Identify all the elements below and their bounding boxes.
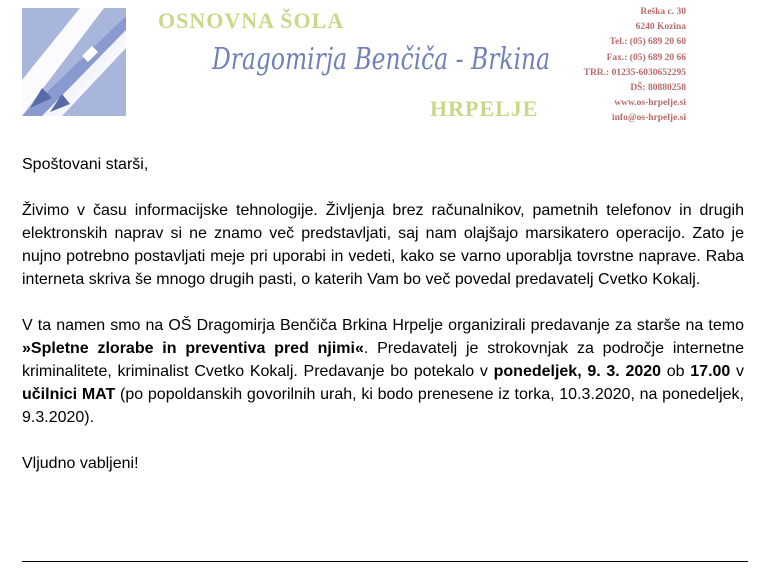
contact-block	[584, 5, 686, 127]
paragraph-intro: Živimo v času informacijske tehnologije. Življenja brez računalnikov, pametnih telefonov in drugih elektronskih naprav si ne znamo več predstavljati, saj nam olajšajo marsikatero operacijo. Zato je nujno potrebno postavljati meje pri uporabi in vedeti, kako se varno uporablja tovrstne naprave. Raba interneta skriva še mnogo drugih pasti, o katerih Vam bo več povedal predavatelj Cvetko Kokalj.	[22, 202, 744, 288]
lecture-title: »Spletne zlorabe in preventiva pred njimi«	[22, 340, 364, 357]
contact-fax: Fax.: (05) 689 20 66	[606, 52, 686, 63]
lecture-date: ponedeljek, 9. 3. 2020	[493, 363, 662, 380]
greeting: Spoštovani starši,	[22, 156, 149, 173]
letterhead	[0, 0, 763, 130]
contact-tax-number: DŠ: 80880258	[630, 83, 686, 94]
invitation-text-5: (po popoldanskih govorilnih urah, ki bodo prenesene iz torka, 10.3.2020, na ponedeljek, 9.3.2020).	[22, 386, 744, 426]
contact-postcode: 6240 Kozina	[635, 22, 686, 33]
invitation-text-1: V ta namen smo na OŠ Dragomirja Benčiča Brkina Hrpelje organizirali predavanje za starše na temo	[22, 317, 744, 334]
contact-phone: Tel.: (05) 689 20 60	[609, 37, 686, 48]
contact-address: Reška c. 30	[640, 7, 686, 17]
invitation-text-4: v	[730, 363, 745, 380]
invitation-text-2: . Predavatelj je strokovnjak za področje internetne kriminalitete, kriminalist Cvetko Kokalj. Predavanje bo potekalo v	[22, 340, 745, 380]
contact-website-link[interactable]: www.os-hrpelje.si	[614, 98, 686, 109]
contact-bank-account: TRR.: 01235-6030652295	[583, 67, 686, 78]
paragraph-invitation	[22, 314, 744, 429]
school-name-town: HRPELJE	[430, 96, 539, 121]
school-name-script: Dragomirja Benčiča - Brkina	[212, 42, 551, 77]
school-name-line-1: OSNOVNA ŠOLA	[158, 8, 345, 33]
school-logo-pencils-icon	[22, 8, 126, 116]
bottom-divider	[22, 561, 748, 562]
invitation-text-3: ob	[661, 363, 691, 380]
letter-body	[22, 130, 744, 475]
lecture-time: 17.00	[690, 363, 731, 380]
closing: Vljudno vabljeni!	[22, 455, 139, 472]
lecture-room: učilnici MAT	[22, 386, 116, 403]
contact-email-link[interactable]: info@os-hrpelje.si	[611, 113, 686, 124]
